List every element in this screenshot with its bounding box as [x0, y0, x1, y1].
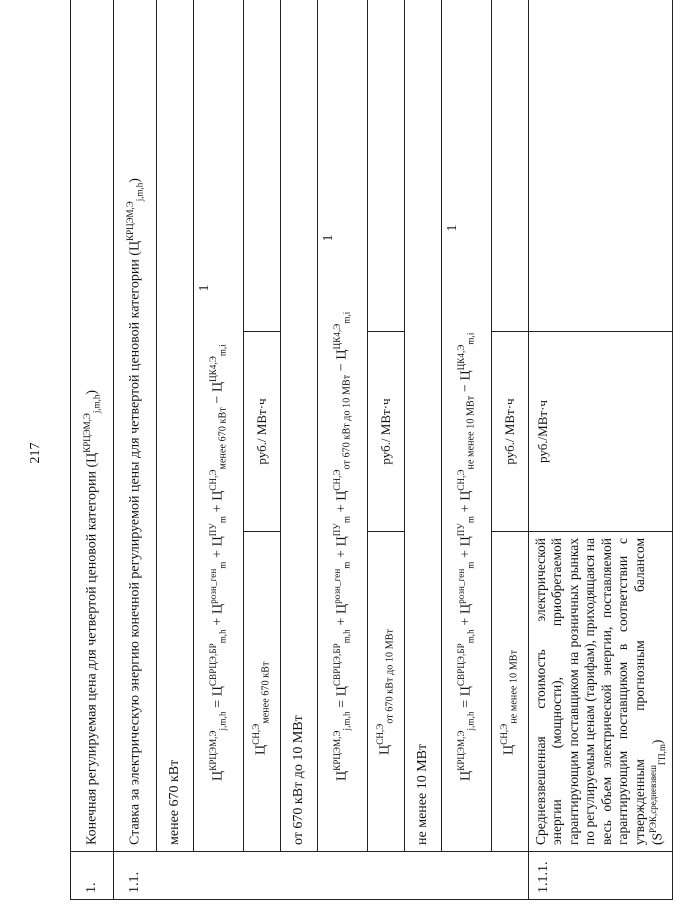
empty-cell [529, 0, 673, 332]
row-title: Конечная регулируемая цена для четвертой ценовой категории $(Ц^{КРЦЭМ,Э}_{j,m,h})$ [71, 0, 114, 852]
row-title: Ставка за электрическую энергию конечной регулируемой цены для четвертой ценовой категории $(Ц^{КРЦЭМ,Э}_{j,m,h})$ [114, 0, 157, 852]
unit-label: руб./ МВт·ч [244, 332, 281, 532]
table-row [368, 0, 405, 900]
unit-label: руб./ МВт·ч [492, 332, 529, 532]
formula-mark: 1 [318, 0, 368, 332]
row-number: 1.1.1. [529, 852, 673, 900]
table-row [529, 0, 673, 900]
unit-label: руб./ МВт·ч [368, 332, 405, 532]
formula-krcem: $Ц^{КРЦЭМ,Э}_{j,m,h} = Ц^{СВРЦЭ,БР}_{m,h} + Ц^{розн\_ген}_m + Ц^{ПУ}_m + Ц^{СН,Э}_{не менее 10 МВт} - Ц^{ЦК4,Э}_{m,i}$ [442, 332, 492, 852]
empty-cell [244, 0, 281, 332]
table-row [492, 0, 529, 900]
category-label: от 670 кВт до 10 МВт [281, 0, 318, 852]
formula-mark: 1 [194, 0, 244, 332]
formula-krcem: $Ц^{КРЦЭМ,Э}_{j,m,h} = Ц^{СВРЦЭ,БР}_{m,h} + Ц^{розн\_ген}_m + Ц^{ПУ}_m + Ц^{СН,Э}_{от 670 кВт до 10 МВт} - Ц^{ЦК4,Э}_{m,i}$ [318, 332, 368, 852]
table-row [442, 0, 492, 900]
table-row [405, 0, 442, 900]
table-row [71, 0, 114, 900]
formula-mark: 1 [442, 0, 492, 332]
row-description: Средневзвешенная стоимость электрической энергии (мощности), приобретаемой гарантирующим поставщиком на розничных рынках по регулируемым ценам (тарифам), приходящаяся на весь объем электрической энергии, поставляемой гарантирующим поставщиком в соответствии с утвержденным прогнозным балансом $(S^{РЭК,средневзвеш}_{ГП,m})$ [529, 532, 673, 852]
empty-cell [368, 0, 405, 332]
formula-krcem: $Ц^{КРЦЭМ,Э}_{j,m,h} = Ц^{СВРЦЭ,БР}_{m,h} + Ц^{розн\_ген}_m + Ц^{ПУ}_m + Ц^{СН,Э}_{менее 670 кВт} - Ц^{ЦК4,Э}_{m,i}$ [194, 332, 244, 852]
table-row [244, 0, 281, 900]
table-row [114, 0, 157, 900]
volt-price-label: $Ц^{СН,Э}_{не менее 10 МВт}$ [492, 532, 529, 852]
category-label: не менее 10 МВт [405, 0, 442, 852]
table-row [194, 0, 244, 900]
category-label: менее 670 кВт [157, 0, 194, 852]
volt-price-label: $Ц^{СН,Э}_{от 670 кВт до 10 МВт}$ [368, 532, 405, 852]
volt-price-label: $Ц^{СН,Э}_{менее 670 кВт}$ [244, 532, 281, 852]
unit-label: руб./МВт·ч [529, 332, 673, 532]
table-row [281, 0, 318, 900]
price-table [70, 0, 673, 900]
row-number: 1.1. [114, 852, 529, 900]
row-number: 1. [71, 852, 114, 900]
table-row [157, 0, 194, 900]
page-number: 217 [28, 442, 43, 464]
table-row [318, 0, 368, 900]
empty-cell [492, 0, 529, 332]
rotated-table-wrapper [70, 0, 668, 900]
